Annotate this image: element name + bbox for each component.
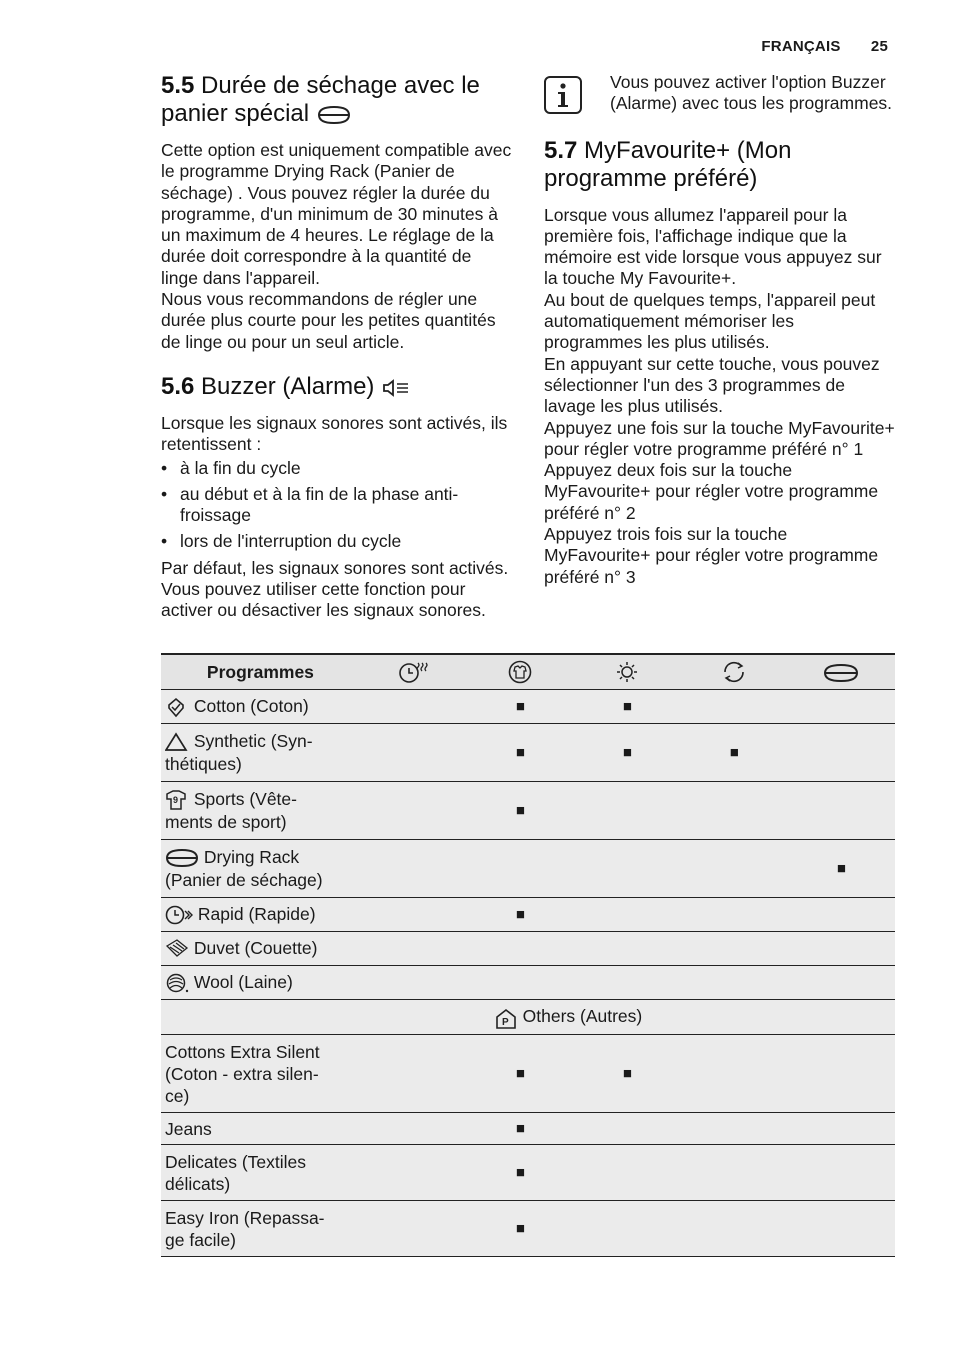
- option-cell: [467, 1113, 574, 1145]
- section-5-5-heading: [161, 72, 513, 128]
- option-cell: [360, 840, 467, 898]
- option-mark: ■: [515, 905, 525, 923]
- option-cell: [574, 840, 681, 898]
- bullet-item: • lors de l'interruption du cycle: [161, 531, 402, 552]
- programme-label: Easy Iron (Repassa-: [165, 1207, 325, 1228]
- svg-text:9: 9: [173, 795, 179, 806]
- option-cell: [467, 840, 574, 898]
- section-title: Durée de séchage avec le panier spécial: [161, 72, 480, 127]
- section-5-7-paragraph: Appuyez trois fois sur la touche MyFavourite+ pour régler votre programme préféré n° 3: [544, 524, 879, 587]
- option-cell: [574, 782, 681, 840]
- others-heading: [161, 1000, 895, 1035]
- table-body: [161, 690, 895, 1257]
- option-cell: [467, 724, 574, 782]
- drying-rack-icon: [165, 847, 199, 869]
- option-cell: [574, 932, 681, 966]
- others-row: [161, 1000, 895, 1035]
- table-row: [161, 840, 895, 898]
- section-5-7-paragraph: En appuyant sur cette touche, vous pouvez sélectionner l'un des 3 programmes de lavage les plus utilisés.: [544, 353, 880, 417]
- option-mark: ■: [622, 743, 632, 761]
- header-refresh: [681, 654, 788, 690]
- header-shirt: [467, 654, 574, 690]
- section-5-7-paragraph: Lorsque vous allumez l'appareil pour la première fois, l'affichage indique que la mémoire est vide lorsque vous appuyez sur la touche My Favourite+.: [544, 204, 882, 289]
- refresh-icon: [721, 660, 747, 684]
- right-column: [544, 72, 896, 588]
- table-row: [161, 1113, 895, 1145]
- option-cell: [788, 1035, 895, 1113]
- table-row: [161, 1145, 895, 1201]
- programme-name: [161, 724, 360, 782]
- option-cell: [360, 1145, 467, 1201]
- programme-name: [161, 840, 360, 898]
- programme-name: [161, 966, 360, 1000]
- table-row: [161, 724, 895, 782]
- programme-name: [161, 1113, 360, 1145]
- section-number: 5.6: [161, 372, 195, 400]
- option-mark: ■: [836, 859, 846, 877]
- others-icon: [494, 1007, 518, 1029]
- option-cell: [360, 1113, 467, 1145]
- option-cell: [788, 1201, 895, 1257]
- table-row: [161, 1035, 895, 1113]
- table-row: [161, 782, 895, 840]
- option-cell: [574, 1201, 681, 1257]
- option-mark: ■: [515, 1064, 525, 1082]
- option-cell: [574, 966, 681, 1000]
- programme-label: Drying Rack: [203, 846, 300, 867]
- drying-rack-icon: [822, 662, 860, 684]
- programme-name: [161, 1145, 360, 1201]
- programme-label: Jeans: [165, 1118, 212, 1139]
- option-cell: [360, 966, 467, 1000]
- option-cell: [360, 782, 467, 840]
- option-cell: [467, 690, 574, 724]
- option-mark: ■: [515, 1163, 525, 1181]
- cotton-icon: [165, 696, 189, 718]
- programme-name: [161, 690, 360, 724]
- shirt-icon: [507, 660, 533, 684]
- programme-label: Synthetic (Syn-: [193, 730, 313, 751]
- duvet-icon: [165, 938, 189, 960]
- section-5-7-paragraph: Au bout de quelques temps, l'appareil peut automatiquement mémoriser les programmes les plus utilisés.: [544, 289, 876, 353]
- option-cell: [681, 1145, 788, 1201]
- programme-label: (Coton - extra silen-: [165, 1063, 319, 1084]
- table-row: [161, 932, 895, 966]
- sun-icon: [614, 660, 640, 684]
- table-row: [161, 1201, 895, 1257]
- option-cell: [788, 690, 895, 724]
- programme-label: ge facile): [165, 1229, 237, 1250]
- option-cell: [788, 898, 895, 932]
- option-cell: [574, 1113, 681, 1145]
- option-cell: [681, 840, 788, 898]
- option-cell: [360, 898, 467, 932]
- wool-icon: [165, 972, 189, 994]
- programme-name: [161, 782, 360, 840]
- programme-name: [161, 1201, 360, 1257]
- sports-icon: [165, 789, 189, 811]
- others-label: Others (Autres): [522, 1006, 643, 1027]
- programme-name: [161, 898, 360, 932]
- option-cell: [788, 932, 895, 966]
- drying-rack-icon: [316, 104, 352, 126]
- left-column: [161, 72, 513, 622]
- programme-label: ments de sport): [165, 812, 287, 833]
- option-cell: [681, 782, 788, 840]
- section-number: 5.5: [161, 72, 195, 99]
- table-row: [161, 966, 895, 1000]
- option-mark: ■: [729, 743, 739, 761]
- programme-label: Cotton (Coton): [193, 695, 309, 716]
- header-programmes: Programmes: [161, 654, 360, 690]
- header-time-dry: [360, 654, 467, 690]
- info-note-text: Vous pouvez activer l'option Buzzer (Alarme) avec tous les programmes.: [610, 72, 893, 114]
- option-cell: [574, 898, 681, 932]
- programme-label: Sports (Vête-: [193, 788, 297, 809]
- option-cell: [360, 932, 467, 966]
- section-5-6-intro: Lorsque les signaux sonores sont activés, ils retentissent :: [161, 412, 508, 455]
- option-mark: ■: [515, 697, 525, 715]
- svg-text:P: P: [501, 1016, 509, 1028]
- option-cell: [681, 1113, 788, 1145]
- time-dry-icon: [398, 660, 428, 684]
- section-5-7-paragraph: Appuyez deux fois sur la touche MyFavourite+ pour régler votre programme préféré n° 2: [544, 460, 879, 523]
- option-cell: [681, 690, 788, 724]
- header-sun: [574, 654, 681, 690]
- programme-label: (Panier de séchage): [165, 870, 323, 891]
- info-icon: [544, 76, 582, 114]
- option-cell: [681, 898, 788, 932]
- table-row: [161, 690, 895, 724]
- synthetic-icon: [165, 731, 189, 753]
- option-cell: [788, 1113, 895, 1145]
- option-cell: [681, 966, 788, 1000]
- option-cell: [360, 724, 467, 782]
- section-number: 5.7: [544, 136, 578, 164]
- option-cell: [681, 1201, 788, 1257]
- option-cell: [467, 932, 574, 966]
- header-drying-rack: [788, 654, 895, 690]
- programme-label: Wool (Laine): [193, 971, 293, 992]
- header-language: FRANÇAIS: [761, 38, 841, 55]
- option-cell: [788, 966, 895, 1000]
- page-number: 25: [870, 38, 888, 55]
- programme-label: délicats): [165, 1173, 231, 1194]
- option-cell: [681, 1035, 788, 1113]
- option-cell: [574, 1145, 681, 1201]
- programme-label: Duvet (Couette): [193, 937, 318, 958]
- programme-label: Delicates (Textiles: [165, 1151, 307, 1172]
- option-cell: [360, 690, 467, 724]
- section-5-5-paragraph-2: Nous vous recommandons de régler une durée plus courte pour les petites quantités de linge ou pour un seul article.: [161, 289, 496, 352]
- buzzer-icon: [381, 377, 411, 399]
- option-cell: [467, 898, 574, 932]
- option-mark: ■: [622, 1064, 632, 1082]
- page-header: [735, 38, 888, 55]
- option-cell: [574, 724, 681, 782]
- option-cell: [467, 782, 574, 840]
- option-mark: ■: [515, 1119, 525, 1137]
- option-cell: [788, 782, 895, 840]
- table-header-row: [161, 654, 895, 690]
- option-mark: ■: [515, 743, 525, 761]
- section-5-5-paragraph-1: Cette option est uniquement compatible avec le programme Drying Rack (Panier de séchage) . Vous pouvez régler la durée du programme, d'un minimum de 30 minutes à un maximum de 4 heures. Le réglage de la durée doit correspondre à la quantité de linge dans l'appareil.: [161, 140, 512, 288]
- programme-label: Cottons Extra Silent: [165, 1041, 320, 1062]
- bullet-item: • à la fin du cycle: [161, 457, 301, 478]
- section-title: Buzzer (Alarme): [201, 372, 375, 400]
- option-cell: [788, 840, 895, 898]
- option-cell: [467, 1145, 574, 1201]
- option-cell: [681, 724, 788, 782]
- option-mark: ■: [515, 1219, 525, 1237]
- option-cell: [360, 1035, 467, 1113]
- option-cell: [574, 690, 681, 724]
- bullet-item: • au début et à la fin de la phase anti-froissage: [161, 483, 459, 526]
- section-5-6-after: Par défaut, les signaux sonores sont activés. Vous pouvez utiliser cette fonction pour activer ou désactiver les signaux sonores.: [161, 557, 509, 621]
- option-mark: ■: [515, 801, 525, 819]
- option-cell: [788, 724, 895, 782]
- section-5-7-paragraph: Appuyez une fois sur la touche MyFavourite+ pour régler votre programme préféré n° 1: [544, 417, 895, 459]
- programme-label: ce): [165, 1085, 190, 1106]
- rapid-icon: [165, 904, 193, 926]
- info-note: [544, 72, 896, 115]
- section-5-7-heading: [544, 137, 896, 193]
- option-cell: [574, 1035, 681, 1113]
- programme-label: Rapid (Rapide): [197, 903, 316, 924]
- section-title: MyFavourite+ (Mon programme préféré): [544, 136, 792, 192]
- option-cell: [681, 932, 788, 966]
- option-cell: [467, 1201, 574, 1257]
- option-cell: [360, 1201, 467, 1257]
- programme-name: [161, 1035, 360, 1113]
- option-cell: [467, 966, 574, 1000]
- programme-name: [161, 932, 360, 966]
- table-row: [161, 898, 895, 932]
- programme-label: thétiques): [165, 754, 242, 775]
- option-cell: [467, 1035, 574, 1113]
- programme-options-table: [161, 653, 895, 1257]
- option-cell: [788, 1145, 895, 1201]
- option-mark: ■: [622, 697, 632, 715]
- section-5-6-heading: [161, 373, 513, 401]
